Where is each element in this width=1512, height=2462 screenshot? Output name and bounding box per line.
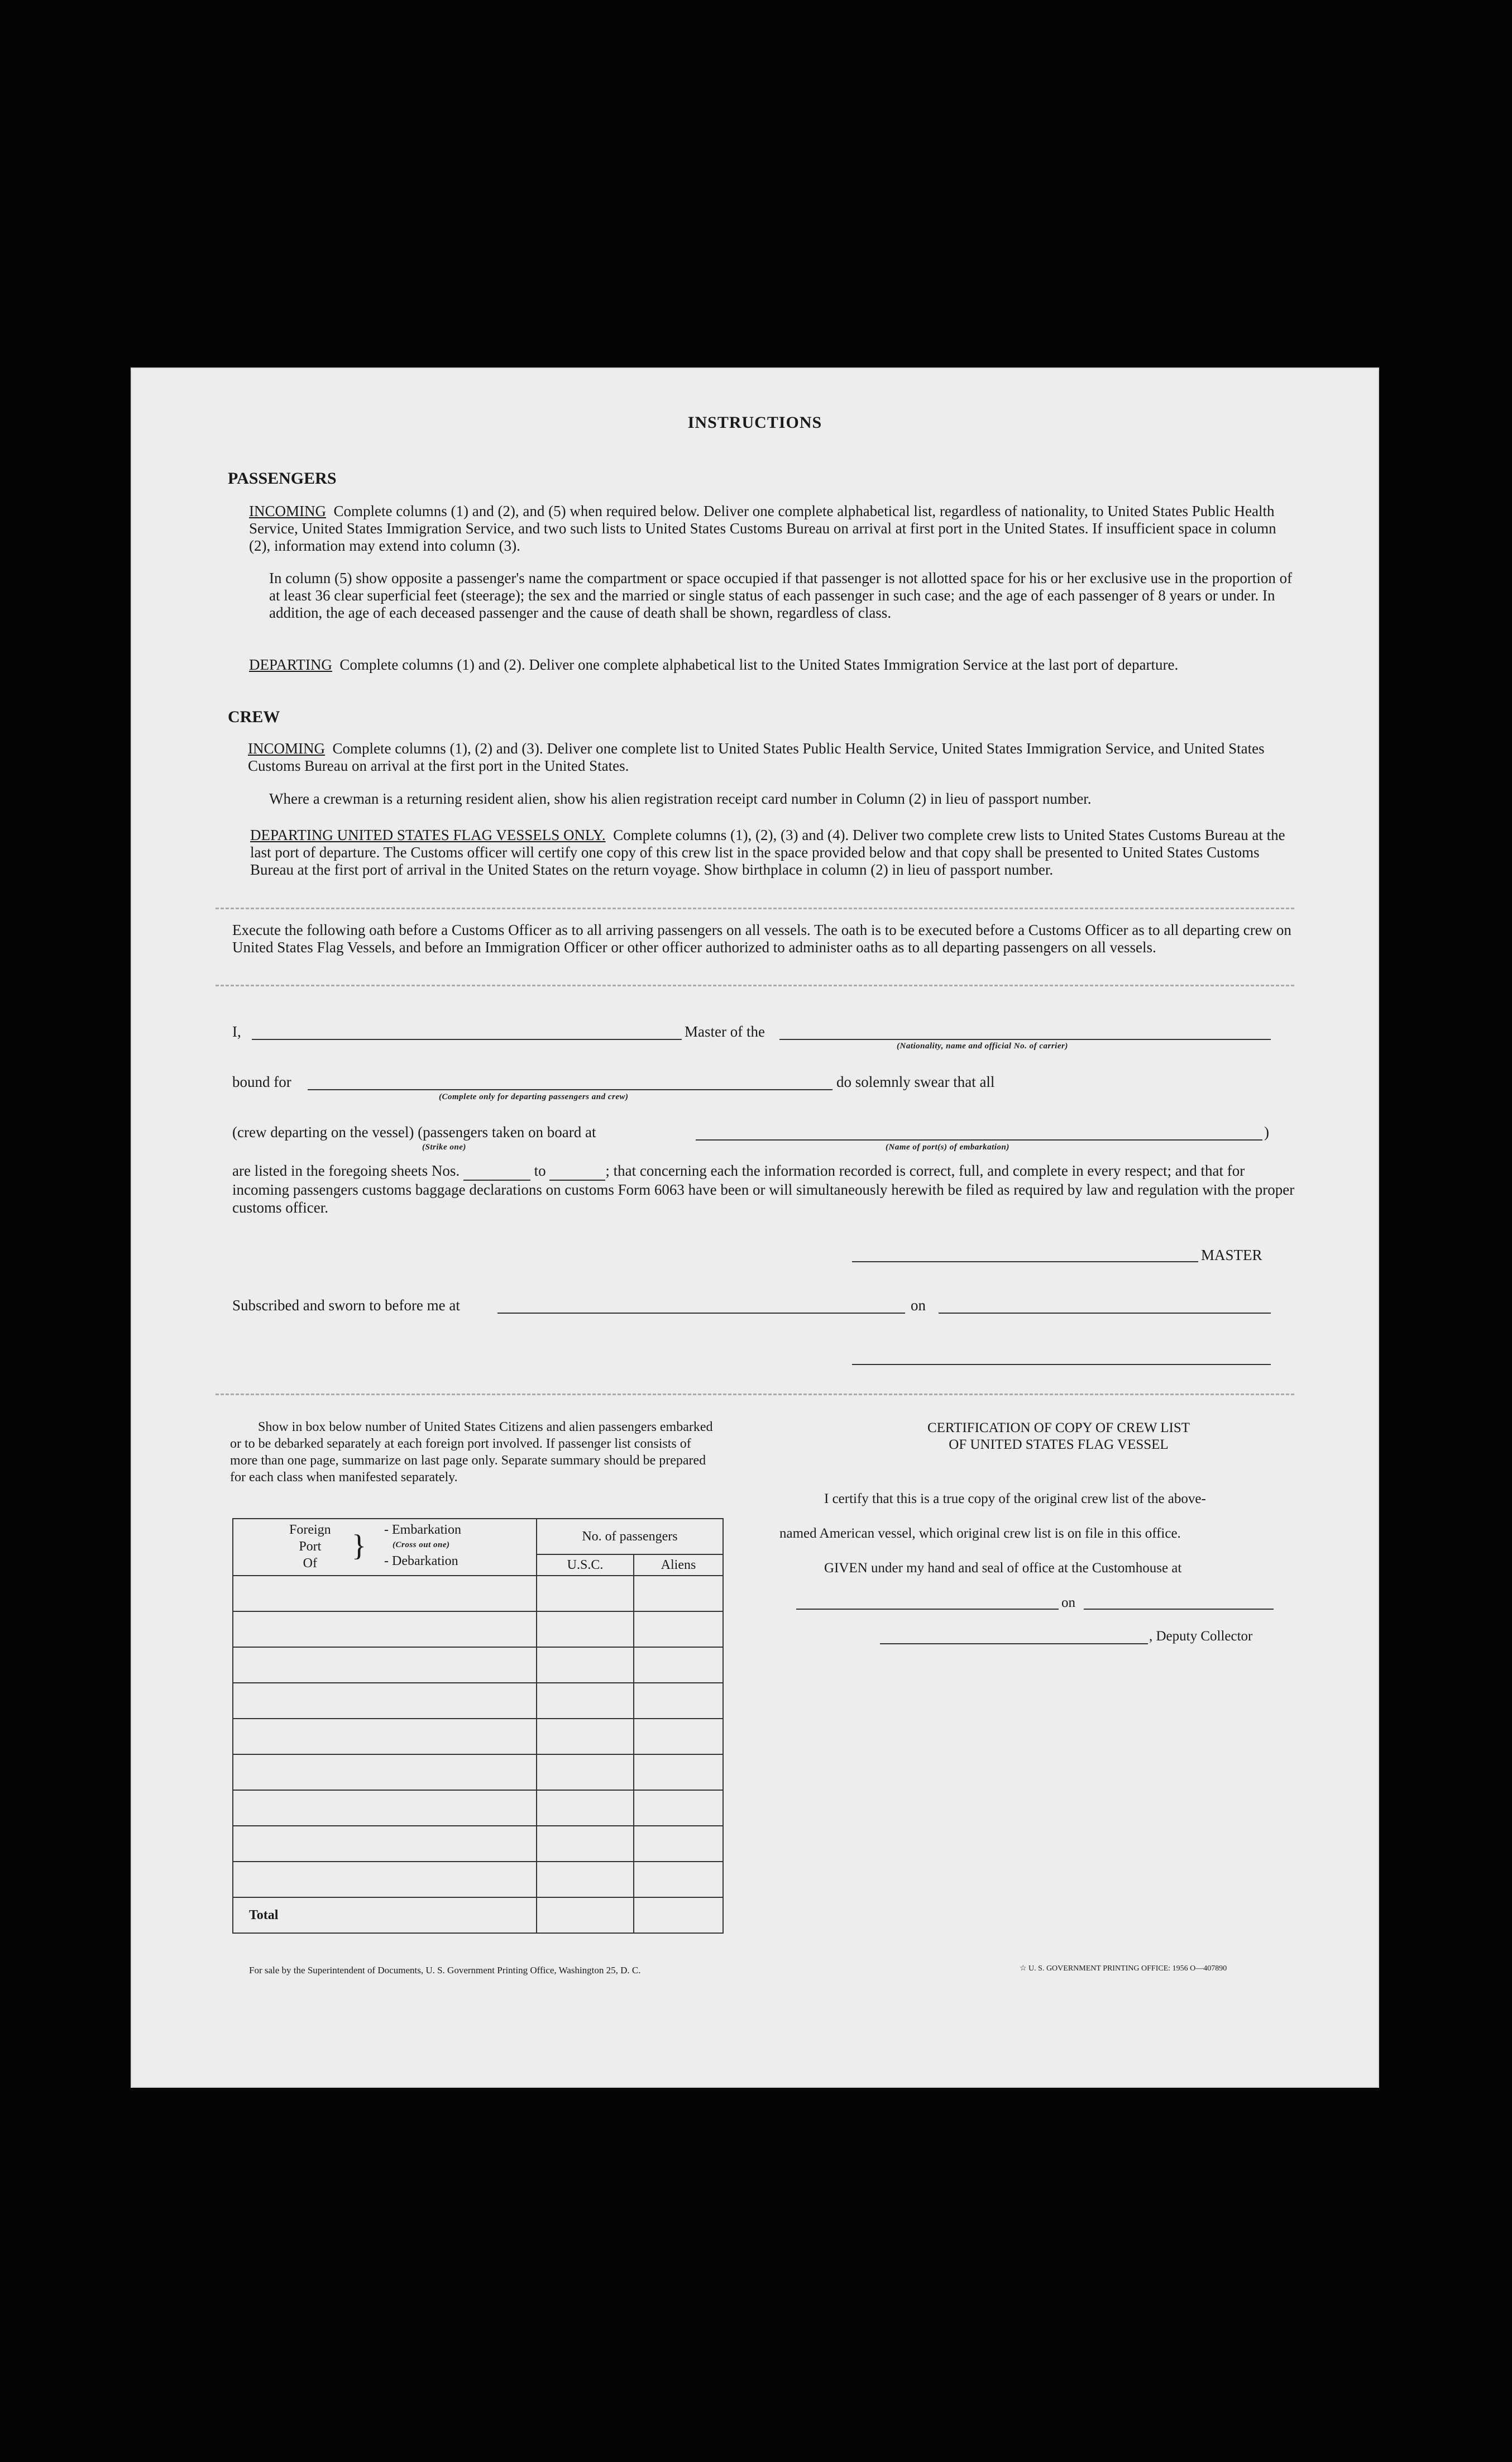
subscribed-label: Subscribed and sworn to before me at: [232, 1297, 460, 1314]
divider: [216, 908, 1294, 909]
form-sheet: [132, 369, 1378, 2087]
sworn-place-line[interactable]: [497, 1313, 905, 1314]
crew-departing-label: DEPARTING UNITED STATES FLAG VESSELS ONLY.: [250, 827, 606, 843]
table-row: [233, 1754, 723, 1790]
cert-text3: GIVEN under my hand and seal of office at the Customhouse at: [824, 1561, 1182, 1576]
embarkation-port-line[interactable]: [696, 1139, 1262, 1141]
crew-departing: [250, 827, 1299, 879]
cross-out-caption: (Cross out one): [393, 1540, 450, 1549]
footer-left: For sale by the Superintendent of Documents, U. S. Government Printing Office, Washington 25, D. C.: [249, 1965, 641, 1976]
crew-departing-oath: (crew departing on the vessel) (passengers taken on board at: [232, 1124, 596, 1141]
crew-heading: CREW: [228, 708, 280, 726]
carrier-line[interactable]: [779, 1039, 1271, 1040]
departing-text: Complete columns (1) and (2). Deliver one complete alphabetical list to the United States Immigration Service at the last port of departure.: [339, 656, 1179, 673]
of-label: Of: [303, 1556, 317, 1571]
table-row: [233, 1647, 723, 1683]
cert-title-line2: OF UNITED STATES FLAG VESSEL: [949, 1437, 1169, 1452]
do-solemnly: do solemnly swear that all: [836, 1073, 995, 1090]
port-header-cell: [233, 1519, 537, 1576]
nationality-caption: (Nationality, name and official No. of carrier): [897, 1042, 1068, 1051]
close-paren: ): [1264, 1124, 1269, 1141]
sworn-date-line[interactable]: [939, 1313, 1271, 1314]
master-name-line[interactable]: [252, 1039, 682, 1040]
customhouse-line[interactable]: [796, 1609, 1059, 1610]
footer-right: ☆ U. S. GOVERNMENT PRINTING OFFICE: 1956 O—407890: [1020, 1964, 1227, 1973]
oath-intro: Execute the following oath before a Customs Officer as to all arriving passengers on all vessels. The oath is to be executed before a Customs Officer as to all departing crew on United States Flag Vessels, and before an Immigration Officer or other officer authorized to administer oaths as to all departing passengers on all vessels.: [232, 922, 1291, 956]
crew-resident: Where a crewman is a returning resident alien, show his alien registration receipt card number in Column (2) in lieu of passport number.: [269, 790, 1092, 807]
table-row: [233, 1826, 723, 1862]
passengers-incoming: [249, 503, 1299, 555]
listed-prefix: are listed in the foregoing sheets Nos.: [232, 1162, 460, 1179]
table-row: [233, 1790, 723, 1826]
deputy-signature-line[interactable]: [880, 1643, 1148, 1644]
cert-text2: named American vessel, which original crew list is on file in this office.: [779, 1526, 1181, 1541]
brace-glyph: }: [352, 1529, 366, 1562]
master-of-the: Master of the: [685, 1023, 765, 1040]
master-signature-line[interactable]: [852, 1261, 1198, 1262]
divider: [216, 1394, 1294, 1395]
crew-departing-text: Complete columns (1), (2), (3) and (4). Deliver two complete crew lists to United States Customs Bureau at the last port of departure. The Customs officer will certify one copy of this crew list in the space provided below and that copy shall be presented to United States Customs Bureau at the first port of arrival in the United States on the return voyage. Show birthplace in column (2) in lieu of passport number.: [250, 827, 1285, 878]
crew-incoming: [248, 740, 1299, 775]
officer-signature-line[interactable]: [852, 1364, 1271, 1365]
cert-title-line1: CERTIFICATION OF COPY OF CREW LIST: [927, 1420, 1190, 1435]
passenger-summary-table: [232, 1518, 724, 1934]
crew-incoming-text: Complete columns (1), (2) and (3). Deliver one complete list to United States Public Health Service, United States Immigration Service, and United States Customs Bureau on arrival at the first port in the United States.: [248, 740, 1265, 774]
embarkation-label: - Embarkation: [384, 1523, 461, 1537]
table-row: [233, 1611, 723, 1647]
table-row: [233, 1862, 723, 1897]
master-label: MASTER: [1201, 1247, 1262, 1263]
passengers-column5: In column (5) show opposite a passenger's name the compartment or space occupied if that passenger is not allotted space for his or her exclusive use in the proportion of at least 36 clear superficial feet (steerage); the sex and the married or single status of each passenger in such case; and the age of each passenger of 8 years or under. In addition, the age of each deceased passenger and the cause of death shall be shown, regardless of class.: [269, 570, 1293, 621]
sheet-from-field[interactable]: [463, 1162, 530, 1181]
table-row: [233, 1576, 723, 1611]
departing-label: DEPARTING: [249, 656, 332, 673]
on-label: on: [911, 1297, 926, 1314]
passengers-departing: [249, 656, 1299, 674]
debarkation-label: - Debarkation: [384, 1554, 458, 1568]
deputy-collector-label: , Deputy Collector: [1149, 1629, 1253, 1644]
total-label: Total: [233, 1897, 537, 1933]
sheet-to-field[interactable]: [549, 1162, 605, 1181]
aliens-header: Aliens: [634, 1554, 723, 1576]
summary-instructions: Show in box below number of United States Citizens and alien passengers embarked or to be debarked separately at each foreign port involved. If passenger list consists of more than one page, summarize on last page only. Separate summary should be prepared for each class when manifested separately.: [230, 1420, 713, 1485]
cert-text1: I certify that this is a true copy of the original crew list of the above-: [824, 1491, 1206, 1506]
incoming-text: Complete columns (1) and (2), and (5) when required below. Deliver one complete alphabetical list, regardless of nationality, to United States Public Health Service, United States Immigration Service, and two such lists to United States Customs Bureau on arrival at first port in the United States. If insufficient space in column (2), information may extend into column (3).: [249, 503, 1276, 554]
to-label: to: [534, 1162, 546, 1179]
divider: [216, 985, 1294, 986]
cert-date-line[interactable]: [1084, 1609, 1274, 1610]
listed-text: ; that concerning each the information recorded is correct, full, and complete in every respect; and that for incoming passengers customs baggage declarations on customs Form 6063 have been or will simultaneously herewith be filed as required by law and regulation with the proper customs officer.: [232, 1162, 1295, 1216]
incoming-label: INCOMING: [249, 503, 326, 519]
listed-statement: [232, 1162, 1299, 1216]
passengers-heading: PASSENGERS: [228, 469, 337, 488]
foreign-label: Foreign: [289, 1523, 331, 1537]
table-row: [233, 1683, 723, 1719]
bound-for-label: bound for: [232, 1073, 291, 1090]
crew-incoming-label: INCOMING: [248, 740, 325, 757]
page-title: INSTRUCTIONS: [687, 413, 822, 432]
port-caption: (Name of port(s) of embarkation): [886, 1143, 1009, 1152]
strike-caption: (Strike one): [422, 1143, 466, 1152]
port-label: Port: [299, 1539, 322, 1554]
cert-on-label: on: [1061, 1595, 1075, 1610]
no-passengers-header: No. of passengers: [537, 1519, 723, 1554]
table-row: [233, 1719, 723, 1754]
complete-caption: (Complete only for departing passengers and crew): [439, 1092, 629, 1101]
total-row: [233, 1897, 723, 1933]
usc-header: U.S.C.: [537, 1554, 634, 1576]
oath-i-label: I,: [232, 1023, 241, 1040]
certification-title: [779, 1420, 1338, 1453]
destination-line[interactable]: [308, 1089, 832, 1090]
